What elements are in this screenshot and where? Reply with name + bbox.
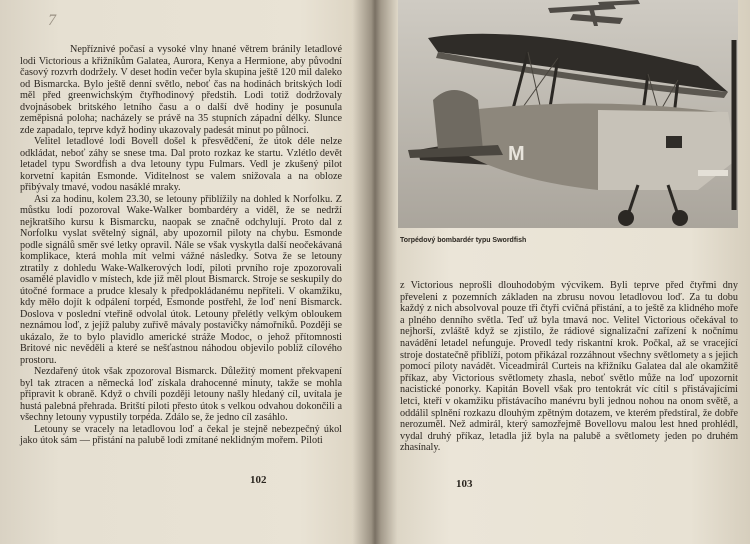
chapter-number: 7: [48, 12, 56, 29]
right-page: [370, 0, 750, 544]
paragraph: Nepříznivé počasí a vysoké vlny hnané větrem bránily letadlové lodi Victorious a křižníkům Galatea, Aurora, Kenya a Hermione, aby původní časový rozvrh dodržely. V deset hodin večer byla skupina ještě 120 mil daleko od Bismarcka. Bylo ještě denní světlo, neboť čas na hodinách britských lodí měl před greenwichským čtyřhodinový předstih. Lodi totiž dodržovaly dvojnásobek britského letního času a o další dvě hodiny je posunula zeměpisná poloha; nacházely se právě na 35 stupních západní délky. Slunce zde zapadalo, teprve když hodiny ukazovaly padesát minut po půlnoci.: [20, 44, 342, 136]
paragraph: Letouny se vracely na letadlovou loď a čekal je stejně nebezpečný úkol jako útok sám — přistání na palubě lodi zmítané neklidným mořem. Piloti: [20, 423, 342, 446]
page-number-right: 103: [456, 478, 473, 490]
biplane-illustration: [398, 0, 738, 228]
swordfish-photo: [398, 0, 738, 228]
left-page: [0, 0, 368, 544]
photo-caption: Torpédový bombardér typu Swordfish: [400, 237, 527, 244]
paragraph: Velitel letadlové lodi Bovell došel k přesvědčení, že útok déle nelze odkládat, neboť záhy se snese tma. Dal proto rozkaz ke startu. Vzlétlo devět letadel typu Swordfish a dva letouny typu Fulmars. Vedl je zkušený pilot korvetní kapitán Esmonde. Viditelnost se valem snižovala a na obloze přibývaly tmavé, vodou nasáklé mraky.: [20, 136, 342, 193]
paragraph: Nezdařený útok však zpozoroval Bismarck. Důležitý moment překvapení byl tak ztracen a německá loď získala drahocenné minuty, takže se mohla připravit k obraně. Když o chvíli později letouny našly hledaný cíl, uvítala je hustá palebná přehrada. Britští piloti přesto útok s velkou odvahou dokončili a všechny letouny vypustily torpéda. Zdálo se, že jedno cíl zasáhlo.: [20, 366, 342, 423]
page-number-left: 102: [250, 474, 267, 486]
paragraph: z Victorious neprošli dlouhodobým výcvikem. Byli teprve před čtyřmi dny převeleni z pozemních základen na zbrusu novou letadlovou loď. Za tu dobu každý z nich absolvoval pouze tři čtyři cvičná přistání, a to ještě za klidného moře a plného denního světla. Teď už byla tmavá noc. Velitel Victorious očekával to nejhorší, zvláště když se zjistilo, že rádiové signalizační zařízení k nočnímu navádění letadel nefunguje. Provedl tedy riskantní krok. Počkal, až se vracející stroje dostatečně přiblíží, potom přikázal rozzáhnout všechny světlomety a s jejich pomocí piloty navádět. Viceadmirál Curteis na křižníku Galatea dal ale okamžitě příkaz, aby Victorious světlomety zhasla, neboť světlo může na loď upozornit nacistické ponorky. Kapitán Bovell však pro tentokrát víc cítil s přistávajícími letci, kteří v okamžiku přistávacího manévru byli jednou nohou na onom světě, a oddálil splnění rozkazu dlouhým zpětným dotazem, ve kterém předstíral, že dobře nerozuměl. Než admirál, který samozřejmě Bovellovu malou lest hned prohlédl, vydal druhý příkaz, letadla již byla na palubě a světlomety jeden po druhém zhasínaly.: [400, 280, 738, 454]
right-page-text: [400, 280, 738, 454]
left-page-text: [20, 44, 342, 447]
svg-text:M: M: [508, 143, 525, 165]
paragraph: Asi za hodinu, kolem 23.30, se letouny přiblížily na dohled k Norfolku. Z můstku lodí pozoroval Wake-Walker bombardéry a viděl, že se nedrží nejkratšího kursu k Bismarcku, naopak se značně odchylují. Proto dal z Norfolku vyslat světelný signál, aby upozornil piloty na chybu. Esmonde podle signálů směr své letky opravil. Nále se však vyskytla další neočekávaná komplikace, která mohla mít velmi vážné následky. Sotva že se letouny ztratily z dohledu Wake-Walkerových lodí, piloti prvního roje zpozorovali osamělé plavidlo v místech, kde již měl plout Bismarck. Stroje se seskupily do útočné formace a prudce klesaly k předpokládanému nepříteli. V okamžiku, kdy měło dojít k odpálení torpéd, Esmonde postřehl, že loď není Bismarck. Doslova v poslední vteřině odvolal útok. Letouny přelétly velkým obloukem neznámou loď, z jejíž paluby zuřivě mávaly postavičky námořníků. Později se ukázalo, že to bylo plavidlo americké stráže Modoc, o jehož přítomnosti Britové nic nevěděli a které se nešťastnou náhodou objevilo poblíž cílového prostoru.: [20, 193, 342, 366]
